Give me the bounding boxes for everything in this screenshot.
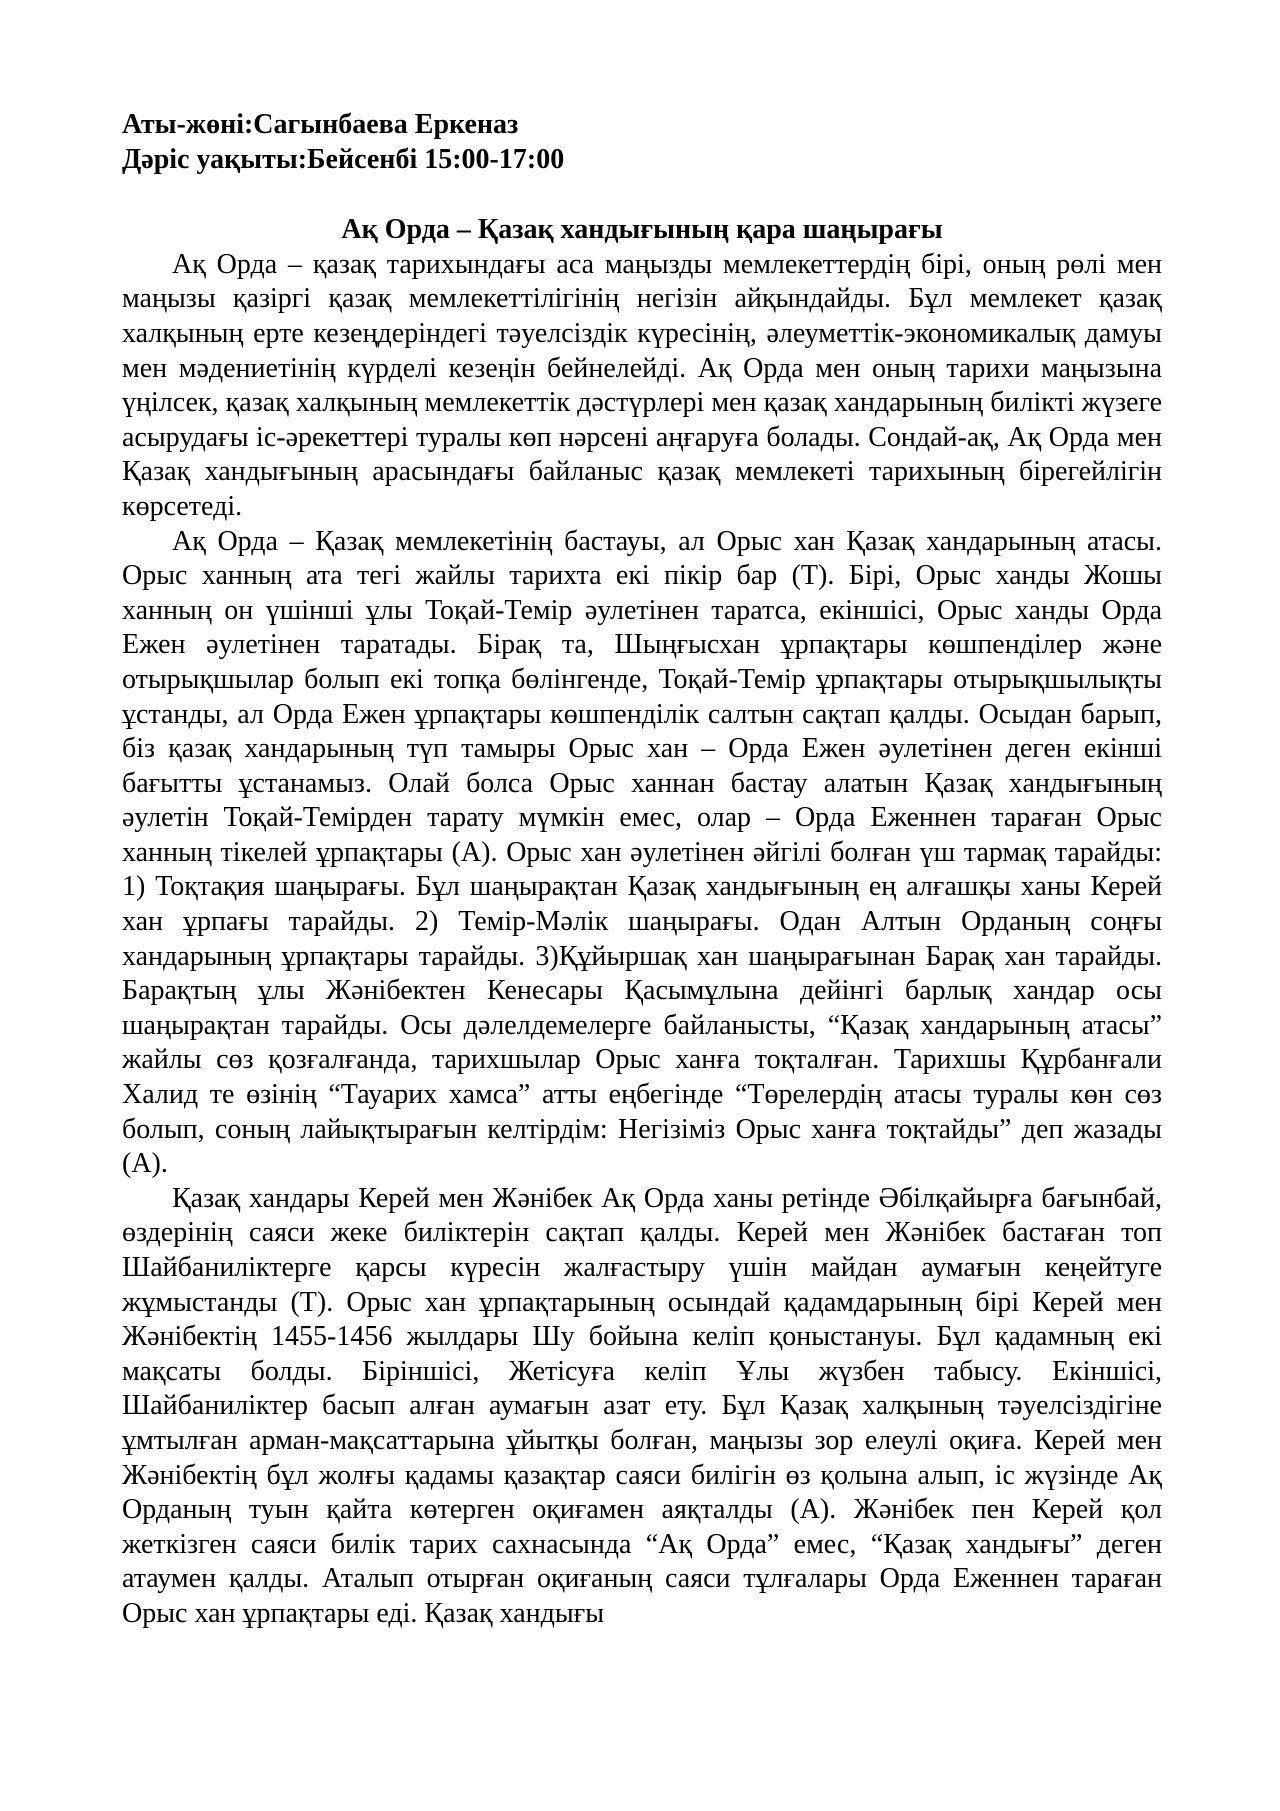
paragraph-3: Қазақ хандары Керей мен Жәнібек Ақ Орда ханы ретінде Әбілқайырға бағынбай, өздерінің саяси жеке биліктерін сақтап қалды. Керей мен Жәнібек бастаған топ Шайбаниліктерге қарсы күресін жалғастыру үшін майдан аумағын кеңейтуге жұмыстанды (Т). Орыс хан ұрпақтарының осындай қадамдарының бірі Керей мен Жәнібектің 1455-1456 жылдары Шу бойына келіп қоныстануы. Бұл қадамның екі мақсаты болды. Біріншісі, Жетісуға келіп Ұлы жүзбен табысу. Екіншісі, Шайбаниліктер басып алған аумағын азат ету. Бұл Қазақ халқының тәуелсіздігіне ұмтылған арман-мақсаттарына ұйытқы болған, маңызы зор елеулі оқиға. Керей мен Жәнібектің бұл жолғы қадамы қазақтар саяси билігін өз қолына алып, іс жүзінде Ақ Орданың туын қайта көтерген оқиғамен аяқталды (А). Жәнібек пен Керей қол жеткізген саяси билік тарих сахнасында “Ақ Орда” емес, “Қазақ хандығы” деген атаумен қалды. Аталып отырған оқиғаның саяси тұлғалары Орда Еженнен тараған Орыс хан ұрпақтары еді. Қазақ хандығы xyxy=(122,1182,1162,1629)
paragraph-2: Ақ Орда – Қазақ мемлекетінің бастауы, ал Орыс хан Қазақ хандарының атасы. Орыс ханның ата тегі жайлы тарихта екі пікір бар (Т). Бірі, Орыс ханды Жошы ханның он үшінші ұлы Тоқай-Темір әулетінен таратса, екіншісі, Орыс ханды Орда Ежен әулетінен таратады. Бірақ та, Шыңғысхан ұрпақтары көшпенділер және отырықшылар болып екі топқа бөлінгенде, Тоқай-Темір ұрпақтары отырықшылықты ұстанды, ал Орда Ежен ұрпақтары көшпенділік салтын сақтап қалды. Осыдан барып, біз қазақ хандарының түп тамыры Орыс хан – Орда Ежен әулетінен деген екінші бағытты ұстанамыз. Олай болса Орыс ханнан бастау алатын Қазақ хандығының әулетін Тоқай-Темірден тарату мүмкін емес, олар – Орда Еженнен тараған Орыс ханның тікелей ұрпақтары (А). Орыс хан әулетінен әйгілі болған үш тармақ тарайды: 1) Тоқтақия шаңырағы. Бұл шаңырақтан Қазақ хандығының ең алғашқы ханы Керей хан ұрпағы тарайды. 2) Темір-Мәлік шаңырағы. Одан Алтын Орданың соңғы хандарының ұрпақтары тарайды. 3)Құйыршақ хан шаңырағынан Барақ хан тарайды. Барақтың ұлы Жәнібектен Кенесары Қасымұлына дейінгі барлық хандар осы шаңырақтан тарайды. Осы дәлелдемелерге байланысты, “Қазақ хандарының атасы” жайлы сөз қозғалғанда, тарихшылар Орыс ханға тоқталған. Тарихшы Құрбанғали Халид те өзінің “Тауарих хамса” атты еңбегінде “Төрелердің атасы туралы көн сөз болып, соның лайықтырағын келтірдім: Негізіміз Орыс ханға тоқтайды” деп жазады (А). xyxy=(122,525,1162,1180)
document-body xyxy=(122,108,1162,1632)
author-name-line: Аты-жөні:Сагынбаева Еркеназ xyxy=(122,109,519,140)
paragraph-1: Ақ Орда – қазақ тарихындағы аса маңызды мемлекеттердің бірі, оның рөлі мен маңызы қазіргі қазақ мемлекеттілігінің негізін айқындайды. Бұл мемлекет қазақ халқының ерте кезеңдеріндегі тәуелсіздік күресінің, әлеуметтік-экономикалық дамуы мен мәдениетінің күрделі кезеңін бейнелейді. Ақ Орда мен оның тарихи маңызына үңілсек, қазақ халқының мемлекеттік дәстүрлері мен қазақ хандарының билікті жүзеге асырудағы іс-әрекеттері туралы көп нәрсені аңғаруға болады. Сондай-ақ, Ақ Орда мен Қазақ хандығының арасындағы байланыс қазақ мемлекеті тарихының бірегейлігін көрсетеді. xyxy=(122,248,1162,522)
document-title: Ақ Орда – Қазақ хандығының қара шаңырағы xyxy=(341,214,943,246)
lecture-time-line: Дәріс уақыты:Бейсенбі 15:00-17:00 xyxy=(122,143,565,175)
